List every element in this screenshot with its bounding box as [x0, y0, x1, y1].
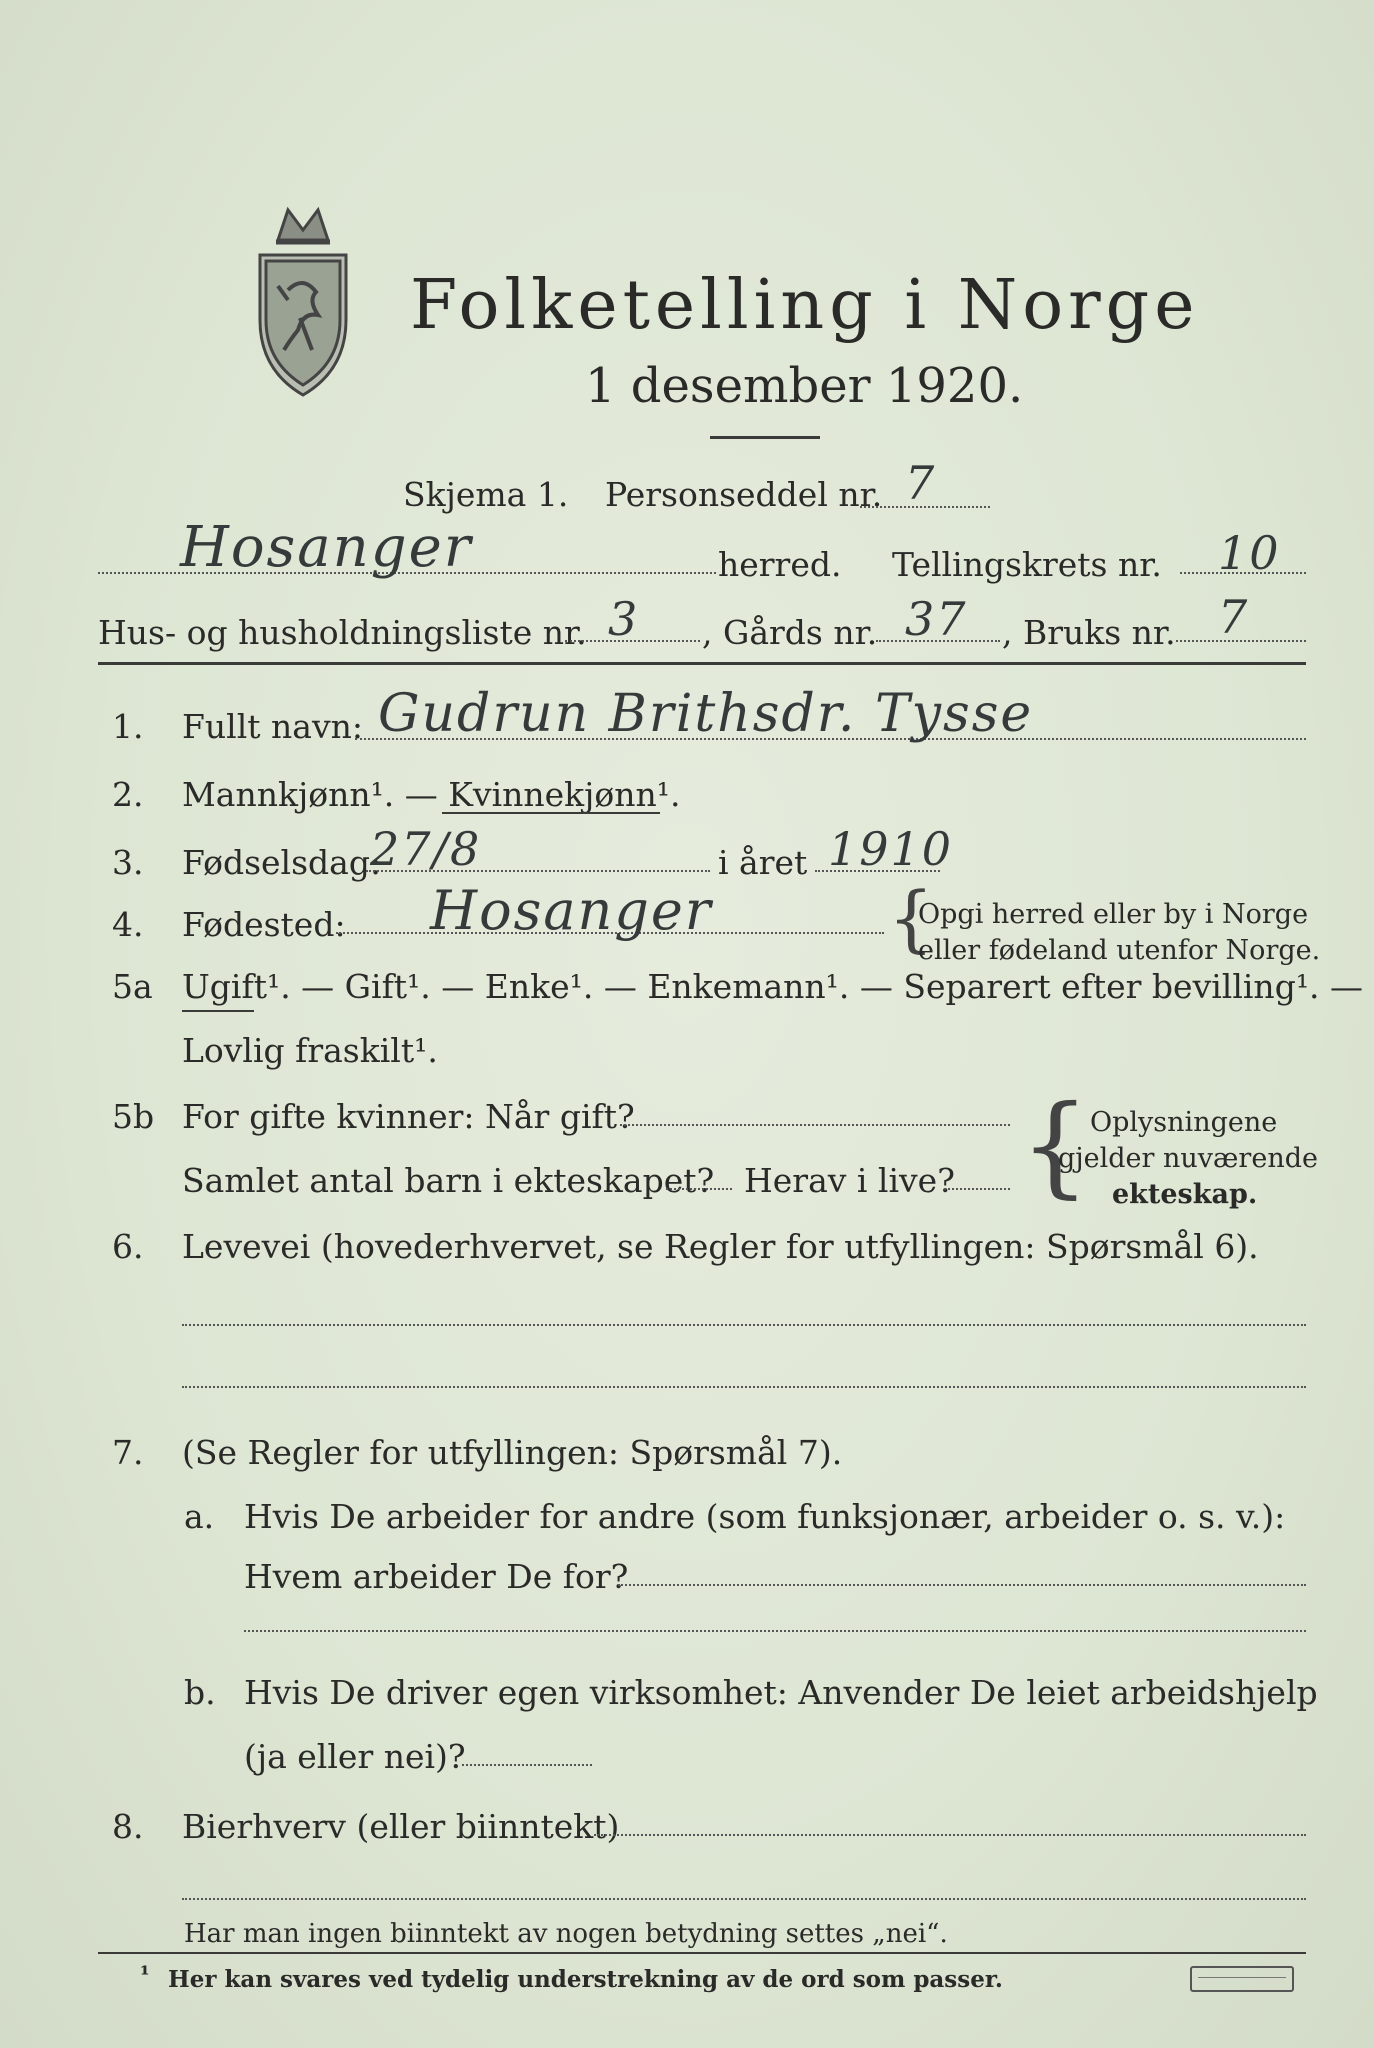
title-divider — [710, 436, 820, 439]
q5b-alive-line — [944, 1188, 1010, 1190]
q3-birth-year[interactable]: 1910 — [828, 822, 954, 876]
herred-label: herred. — [718, 545, 842, 584]
tellingskrets-value[interactable]: 10 — [1218, 526, 1281, 580]
q7b-letter: b. — [184, 1673, 216, 1712]
q6-line1 — [182, 1324, 1306, 1326]
q7a-answer-line2 — [244, 1630, 1306, 1632]
footer-rule — [98, 1952, 1306, 1954]
q6-label: Levevei (hovederhvervet, se Regler for utfyllingen: Spørsmål 6). — [182, 1227, 1259, 1266]
q3-label: Fødselsdag: — [182, 843, 382, 882]
q8-line1 — [594, 1834, 1306, 1836]
header-rule — [98, 662, 1306, 665]
q1-number: 1. — [112, 707, 144, 746]
q4-note-line2: eller fødeland utenfor Norge. — [918, 935, 1321, 966]
printer-mark-icon — [1190, 1966, 1294, 1992]
norwegian-coat-of-arms-icon — [248, 200, 358, 400]
q8-number: 8. — [112, 1807, 144, 1846]
q5b-married-when: For gifte kvinner: Når gift? — [182, 1097, 635, 1136]
q6-number: 6. — [112, 1227, 144, 1266]
q3-number: 3. — [112, 843, 144, 882]
tellingskrets-label: Tellingskrets nr. — [892, 545, 1162, 584]
q4-number: 4. — [112, 905, 144, 944]
q7-number: 7. — [112, 1433, 144, 1472]
skjema-label: Skjema 1. — [403, 475, 569, 514]
q4-brace: { — [888, 876, 934, 960]
q4-note-line1: Opgi herred eller by i Norge — [918, 899, 1309, 930]
q5b-children-line — [666, 1188, 732, 1190]
q7a-line2: Hvem arbeider De for? — [244, 1557, 629, 1596]
biinntekt-note: Har man ingen biinntekt av nogen betydning settes „nei“. — [184, 1919, 948, 1949]
q3-year-label: i året — [718, 843, 808, 882]
q5b-children-alive: Herav i live? — [744, 1161, 955, 1200]
q8-label: Bierhverv (eller biinntekt) — [182, 1807, 620, 1846]
personseddel-label: Personseddel nr. — [605, 475, 883, 514]
q1-full-name[interactable]: Gudrun Brithsdr. Tysse — [378, 684, 1034, 744]
q4-birthplace[interactable]: Hosanger — [430, 879, 713, 942]
bruks-value[interactable]: 7 — [1218, 590, 1250, 644]
q5b-note-line1: Oplysningene — [1090, 1107, 1278, 1138]
personseddel-value[interactable]: 7 — [905, 456, 937, 510]
q6-line2 — [182, 1386, 1306, 1388]
gards-label: , Gårds nr. — [702, 613, 878, 652]
q1-label: Fullt navn: — [182, 707, 363, 746]
census-date: 1 desember 1920. — [585, 358, 1024, 414]
q5b-note-line2: gjelder nuværende — [1058, 1143, 1318, 1174]
q2-kvinnekjonn-underline — [442, 812, 660, 814]
q5a-number: 5a — [112, 967, 153, 1006]
footnote-mark: ¹ — [140, 1962, 150, 1988]
q7a-letter: a. — [184, 1497, 215, 1536]
hus-label: Hus- og husholdningsliste nr. — [98, 613, 587, 652]
q5b-number: 5b — [112, 1097, 155, 1136]
form-title: Folketelling i Norge — [410, 266, 1200, 345]
q8-line2 — [182, 1898, 1306, 1900]
q7b-line1: Hvis De driver egen virksomhet: Anvender De leiet arbeidshjelp — [244, 1673, 1318, 1712]
q3-birth-date[interactable]: 27/8 — [370, 822, 482, 876]
q7b-answer-line — [462, 1764, 592, 1766]
q5b-brace: { — [1020, 1081, 1090, 1209]
hus-value[interactable]: 3 — [608, 592, 640, 646]
q2-gender-options: Mannkjønn¹. — Kvinnekjønn¹. — [182, 775, 681, 814]
footnote-text: Her kan svares ved tydelig understrekning av de ord som passer. — [168, 1966, 1003, 1993]
herred-value[interactable]: Hosanger — [180, 515, 473, 580]
gards-value[interactable]: 37 — [905, 592, 968, 646]
q5b-children-total: Samlet antal barn i ekteskapet? — [182, 1161, 715, 1200]
q7a-line1: Hvis De arbeider for andre (som funksjonær, arbeider o. s. v.): — [244, 1497, 1286, 1536]
q7a-answer-line — [618, 1584, 1306, 1586]
q7b-line2: (ja eller nei)? — [244, 1737, 466, 1776]
q2-number: 2. — [112, 775, 144, 814]
bruks-label: , Bruks nr. — [1002, 613, 1176, 652]
q5a-marital-options: Ugift¹. — Gift¹. — Enke¹. — Enkemann¹. — Separert efter bevilling¹. — — [182, 967, 1364, 1006]
q5a-ugift-underline — [182, 1010, 254, 1012]
q5b-married-line — [620, 1124, 1010, 1126]
q5b-note-line3: ekteskap. — [1112, 1179, 1258, 1210]
q7-label: (Se Regler for utfyllingen: Spørsmål 7). — [182, 1433, 843, 1472]
q4-label: Fødested: — [182, 905, 346, 944]
q5a-line2: Lovlig fraskilt¹. — [182, 1031, 438, 1070]
